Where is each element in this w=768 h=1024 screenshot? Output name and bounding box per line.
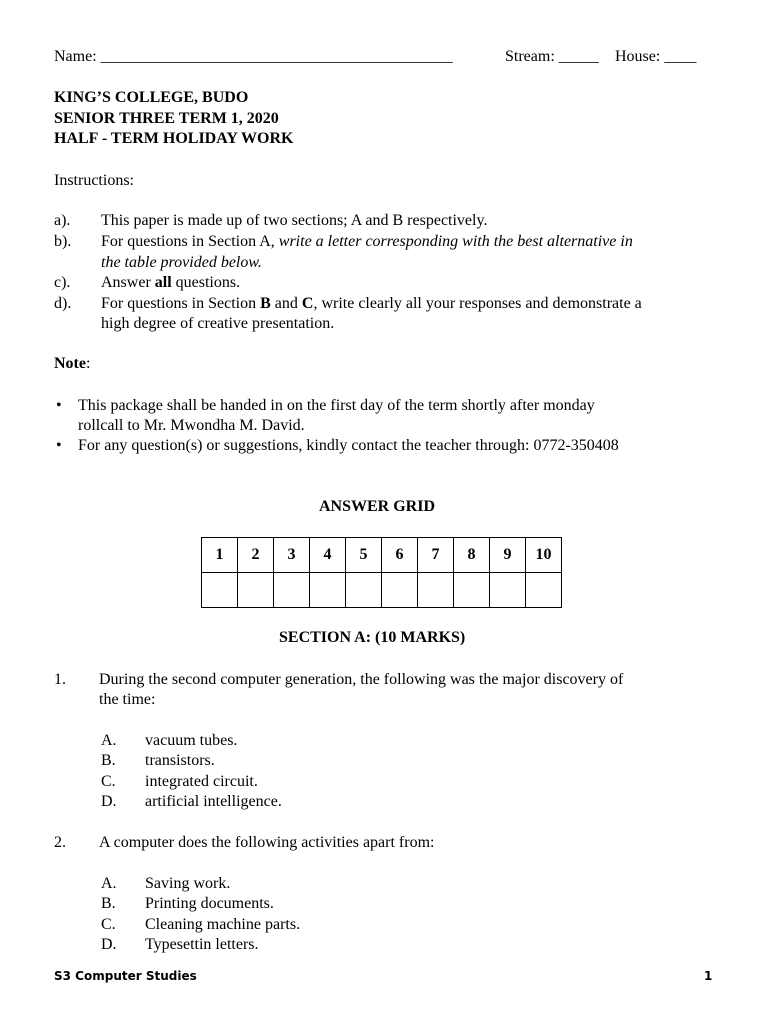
grid-header-cell: 9 bbox=[490, 538, 526, 573]
question-1-text: During the second computer generation, the following was the major discovery of bbox=[99, 671, 624, 688]
grid-header-cell: 7 bbox=[418, 538, 454, 573]
answer-cell[interactable] bbox=[418, 573, 454, 608]
option-text: transistors. bbox=[145, 752, 215, 769]
instruction-text-d bbox=[101, 295, 642, 313]
stream-field-label: Stream: _____ bbox=[505, 48, 599, 65]
option-text: vacuum tubes. bbox=[145, 732, 238, 749]
instruction-d-part3: and bbox=[270, 295, 302, 312]
option-text: Cleaning machine parts. bbox=[145, 916, 301, 933]
grid-header-cell: 3 bbox=[274, 538, 310, 573]
note-bullet-2: For any question(s) or suggestions, kindly contact the teacher through: 0772-350408 bbox=[78, 437, 619, 454]
grid-header-cell: 4 bbox=[310, 538, 346, 573]
instruction-c-part3: questions. bbox=[171, 274, 241, 291]
bullet-icon: • bbox=[56, 397, 62, 414]
option-letter: B. bbox=[101, 752, 116, 769]
answer-cell[interactable] bbox=[454, 573, 490, 608]
option-text: artificial intelligence. bbox=[145, 793, 282, 810]
grid-header-cell: 1 bbox=[202, 538, 238, 573]
instruction-label-a: a). bbox=[54, 212, 71, 229]
answer-cell[interactable] bbox=[526, 573, 562, 608]
answer-cell[interactable] bbox=[238, 573, 274, 608]
house-field-label: House: ____ bbox=[615, 48, 697, 65]
instruction-d-part2: B bbox=[260, 295, 271, 312]
grid-header-cell: 10 bbox=[526, 538, 562, 573]
instruction-d-part4: C bbox=[301, 295, 314, 312]
instruction-text-a: This paper is made up of two sections; A and B respectively. bbox=[101, 212, 488, 229]
instruction-label-c: c). bbox=[54, 274, 71, 291]
instruction-text-b-cont: the table provided below. bbox=[101, 254, 262, 271]
school-name: KING’S COLLEGE, BUDO bbox=[54, 89, 249, 106]
note-bullet-1-line1: This package shall be handed in on the first day of the term shortly after monday bbox=[78, 397, 595, 414]
answer-grid-table bbox=[201, 537, 562, 608]
option-letter: B. bbox=[101, 895, 116, 912]
option-letter: A. bbox=[101, 732, 117, 749]
instruction-b-part2: write a letter corresponding with the best alternative in bbox=[274, 233, 633, 250]
answer-cell[interactable] bbox=[382, 573, 418, 608]
option-text: Typesettin letters. bbox=[145, 936, 259, 953]
question-1-text-cont: the time: bbox=[99, 691, 156, 708]
note-colon: : bbox=[85, 355, 91, 372]
grid-header-cell: 8 bbox=[454, 538, 490, 573]
instruction-text-c bbox=[101, 274, 240, 292]
instruction-text-d-cont: high degree of creative presentation. bbox=[101, 315, 335, 332]
option-letter: C. bbox=[101, 773, 116, 790]
answer-grid-answer-row bbox=[202, 573, 562, 608]
instruction-c-part1: Answer bbox=[101, 274, 155, 291]
note-bullet-1-line2: rollcall to Mr. Mwondha M. David. bbox=[78, 417, 305, 434]
instruction-label-b: b). bbox=[54, 233, 72, 250]
note-heading bbox=[54, 355, 90, 373]
answer-cell[interactable] bbox=[310, 573, 346, 608]
bullet-icon: • bbox=[56, 437, 62, 454]
grid-header-cell: 6 bbox=[382, 538, 418, 573]
question-2-text: A computer does the following activities apart from: bbox=[99, 834, 435, 851]
instruction-c-part2: all bbox=[154, 274, 172, 291]
option-text: Printing documents. bbox=[145, 895, 274, 912]
instruction-label-d: d). bbox=[54, 295, 72, 312]
answer-cell[interactable] bbox=[274, 573, 310, 608]
option-letter: A. bbox=[101, 875, 117, 892]
grid-header-cell: 2 bbox=[238, 538, 274, 573]
option-letter: C. bbox=[101, 916, 116, 933]
option-letter: D. bbox=[101, 936, 117, 953]
question-number: 2. bbox=[54, 834, 66, 851]
answer-grid-title: ANSWER GRID bbox=[319, 498, 436, 515]
instruction-b-part1: For questions in Section A, bbox=[101, 233, 275, 250]
page-number: 1 bbox=[704, 969, 713, 983]
answer-cell[interactable] bbox=[490, 573, 526, 608]
instructions-heading: Instructions: bbox=[54, 172, 134, 189]
grid-header-cell: 5 bbox=[346, 538, 382, 573]
option-text: integrated circuit. bbox=[145, 773, 258, 790]
question-number: 1. bbox=[54, 671, 66, 688]
instruction-text-b bbox=[101, 233, 633, 251]
answer-grid-header-row bbox=[202, 538, 562, 573]
section-a-title: SECTION A: (10 MARKS) bbox=[279, 629, 466, 646]
instruction-d-part1: For questions in Section bbox=[101, 295, 261, 312]
class-term: SENIOR THREE TERM 1, 2020 bbox=[54, 110, 279, 127]
option-text: Saving work. bbox=[145, 875, 231, 892]
instruction-d-part5: , write clearly all your responses and demonstrate a bbox=[313, 295, 642, 312]
work-title: HALF - TERM HOLIDAY WORK bbox=[54, 130, 294, 147]
answer-cell[interactable] bbox=[346, 573, 382, 608]
note-label: Note bbox=[54, 355, 86, 372]
footer-subject: S3 Computer Studies bbox=[54, 969, 197, 983]
option-letter: D. bbox=[101, 793, 117, 810]
name-field-label: Name: ____________________________________________ bbox=[54, 48, 453, 65]
answer-cell[interactable] bbox=[202, 573, 238, 608]
